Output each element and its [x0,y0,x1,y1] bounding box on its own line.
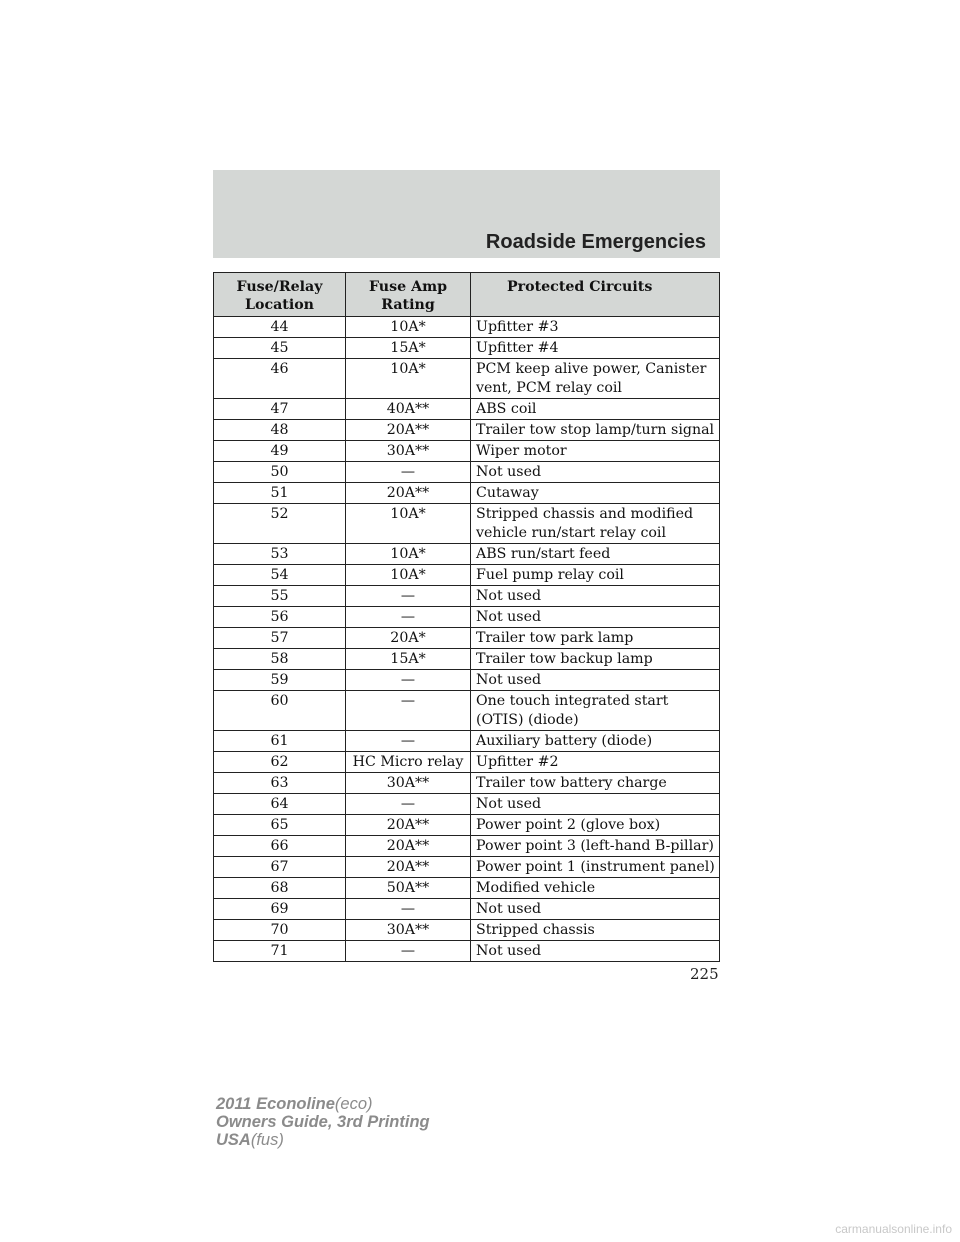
table-row [214,462,720,483]
cell-rating: 20A** [346,815,471,836]
cell-rating: — [346,731,471,752]
footer-model: 2011 Econoline [216,1095,335,1113]
table-row [214,815,720,836]
cell-rating: — [346,794,471,815]
footer-model-code: (eco) [334,1095,373,1113]
cell-location: 68 [214,878,346,899]
footer-market: USA [216,1131,251,1149]
table-row [214,420,720,441]
table-body [214,317,720,962]
cell-rating: 30A** [346,920,471,941]
header-location-line2: Location [245,297,314,313]
header-amp-rating [346,273,471,317]
cell-rating: 10A* [346,504,471,544]
cell-rating: 10A* [346,317,471,338]
header-protected-circuits: Protected Circuits [471,273,720,317]
header-amp-line1: Fuse Amp [368,279,448,295]
table-row [214,565,720,586]
table-row [214,399,720,420]
cell-location: 52 [214,504,346,544]
table-row [214,857,720,878]
cell-circuits: Fuel pump relay coil [471,565,720,586]
cell-circuits: Trailer tow park lamp [471,628,720,649]
cell-rating: 15A* [346,338,471,359]
cell-circuits: Upfitter #4 [471,338,720,359]
cell-location: 44 [214,317,346,338]
table-row [214,794,720,815]
cell-location: 45 [214,338,346,359]
cell-location: 54 [214,565,346,586]
table-row [214,649,720,670]
cell-circuits: Not used [471,899,720,920]
cell-circuits: Not used [471,586,720,607]
footer [216,1095,430,1149]
cell-circuits: Not used [471,941,720,962]
cell-rating: 15A* [346,649,471,670]
cell-location: 53 [214,544,346,565]
cell-location: 51 [214,483,346,504]
cell-circuits: ABS coil [471,399,720,420]
cell-rating: 50A** [346,878,471,899]
cell-circuits: Trailer tow backup lamp [471,649,720,670]
header-location-line1: Fuse/Relay [236,279,323,295]
table-row [214,338,720,359]
cell-location: 59 [214,670,346,691]
table-row [214,878,720,899]
table-row [214,941,720,962]
footer-line1 [216,1095,430,1113]
cell-rating: — [346,941,471,962]
cell-rating: 10A* [346,359,471,399]
section-header-bar [213,170,720,258]
cell-circuits: Power point 1 (instrument panel) [471,857,720,878]
cell-rating: — [346,670,471,691]
section-title: Roadside Emergencies [485,231,706,253]
cell-location: 55 [214,586,346,607]
table-row [214,544,720,565]
cell-location: 56 [214,607,346,628]
table-row [214,752,720,773]
footer-line3 [216,1131,430,1149]
cell-location: 63 [214,773,346,794]
cell-location: 71 [214,941,346,962]
cell-rating: 10A* [346,544,471,565]
cell-circuits: Trailer tow battery charge [471,773,720,794]
cell-location: 61 [214,731,346,752]
cell-circuits: Upfitter #3 [471,317,720,338]
cell-circuits: One touch integrated start (OTIS) (diode) [471,691,720,731]
table-row [214,691,720,731]
footer-line2: Owners Guide, 3rd Printing [216,1113,430,1131]
table-row [214,483,720,504]
cell-rating: — [346,462,471,483]
cell-circuits: Auxiliary battery (diode) [471,731,720,752]
cell-rating: 20A** [346,857,471,878]
table-row [214,899,720,920]
cell-location: 70 [214,920,346,941]
cell-circuits: Not used [471,794,720,815]
cell-location: 65 [214,815,346,836]
cell-rating: — [346,899,471,920]
cell-rating: 40A** [346,399,471,420]
cell-circuits: Power point 2 (glove box) [471,815,720,836]
cell-rating: 20A** [346,483,471,504]
page-number: 225 [690,965,719,983]
cell-location: 48 [214,420,346,441]
cell-rating: 20A** [346,836,471,857]
cell-rating: — [346,607,471,628]
cell-circuits: ABS run/start feed [471,544,720,565]
cell-rating: — [346,691,471,731]
table-row [214,731,720,752]
cell-circuits: Cutaway [471,483,720,504]
cell-circuits: Modified vehicle [471,878,720,899]
table-row [214,920,720,941]
table-row [214,359,720,399]
cell-location: 50 [214,462,346,483]
cell-rating: HC Micro relay [346,752,471,773]
header-amp-line2: Rating [381,297,435,313]
cell-circuits: Stripped chassis and modified vehicle run/start relay coil [471,504,720,544]
cell-circuits: Stripped chassis [471,920,720,941]
cell-location: 46 [214,359,346,399]
cell-circuits: PCM keep alive power, Canister vent, PCM relay coil [471,359,720,399]
cell-rating: — [346,586,471,607]
cell-rating: 20A* [346,628,471,649]
cell-location: 49 [214,441,346,462]
cell-rating: 10A* [346,565,471,586]
cell-circuits: Not used [471,670,720,691]
cell-circuits: Not used [471,462,720,483]
cell-circuits: Wiper motor [471,441,720,462]
table-row [214,607,720,628]
cell-location: 47 [214,399,346,420]
cell-circuits: Not used [471,607,720,628]
table-header-row [214,273,720,317]
footer-market-code: (fus) [250,1131,284,1149]
table-row [214,441,720,462]
table-row [214,317,720,338]
cell-location: 60 [214,691,346,731]
fuse-table [213,272,720,962]
cell-circuits: Trailer tow stop lamp/turn signal [471,420,720,441]
table-row [214,586,720,607]
table-row [214,670,720,691]
cell-rating: 20A** [346,420,471,441]
table-row [214,628,720,649]
cell-circuits: Power point 3 (left-hand B-pillar) [471,836,720,857]
table-row [214,504,720,544]
cell-location: 67 [214,857,346,878]
cell-rating: 30A** [346,773,471,794]
cell-location: 62 [214,752,346,773]
cell-location: 58 [214,649,346,670]
cell-location: 57 [214,628,346,649]
header-location [214,273,346,317]
table-row [214,836,720,857]
cell-circuits: Upfitter #2 [471,752,720,773]
cell-location: 66 [214,836,346,857]
cell-rating: 30A** [346,441,471,462]
table-row [214,773,720,794]
cell-location: 64 [214,794,346,815]
cell-location: 69 [214,899,346,920]
watermark: carmanualsonline.info [835,1222,952,1236]
